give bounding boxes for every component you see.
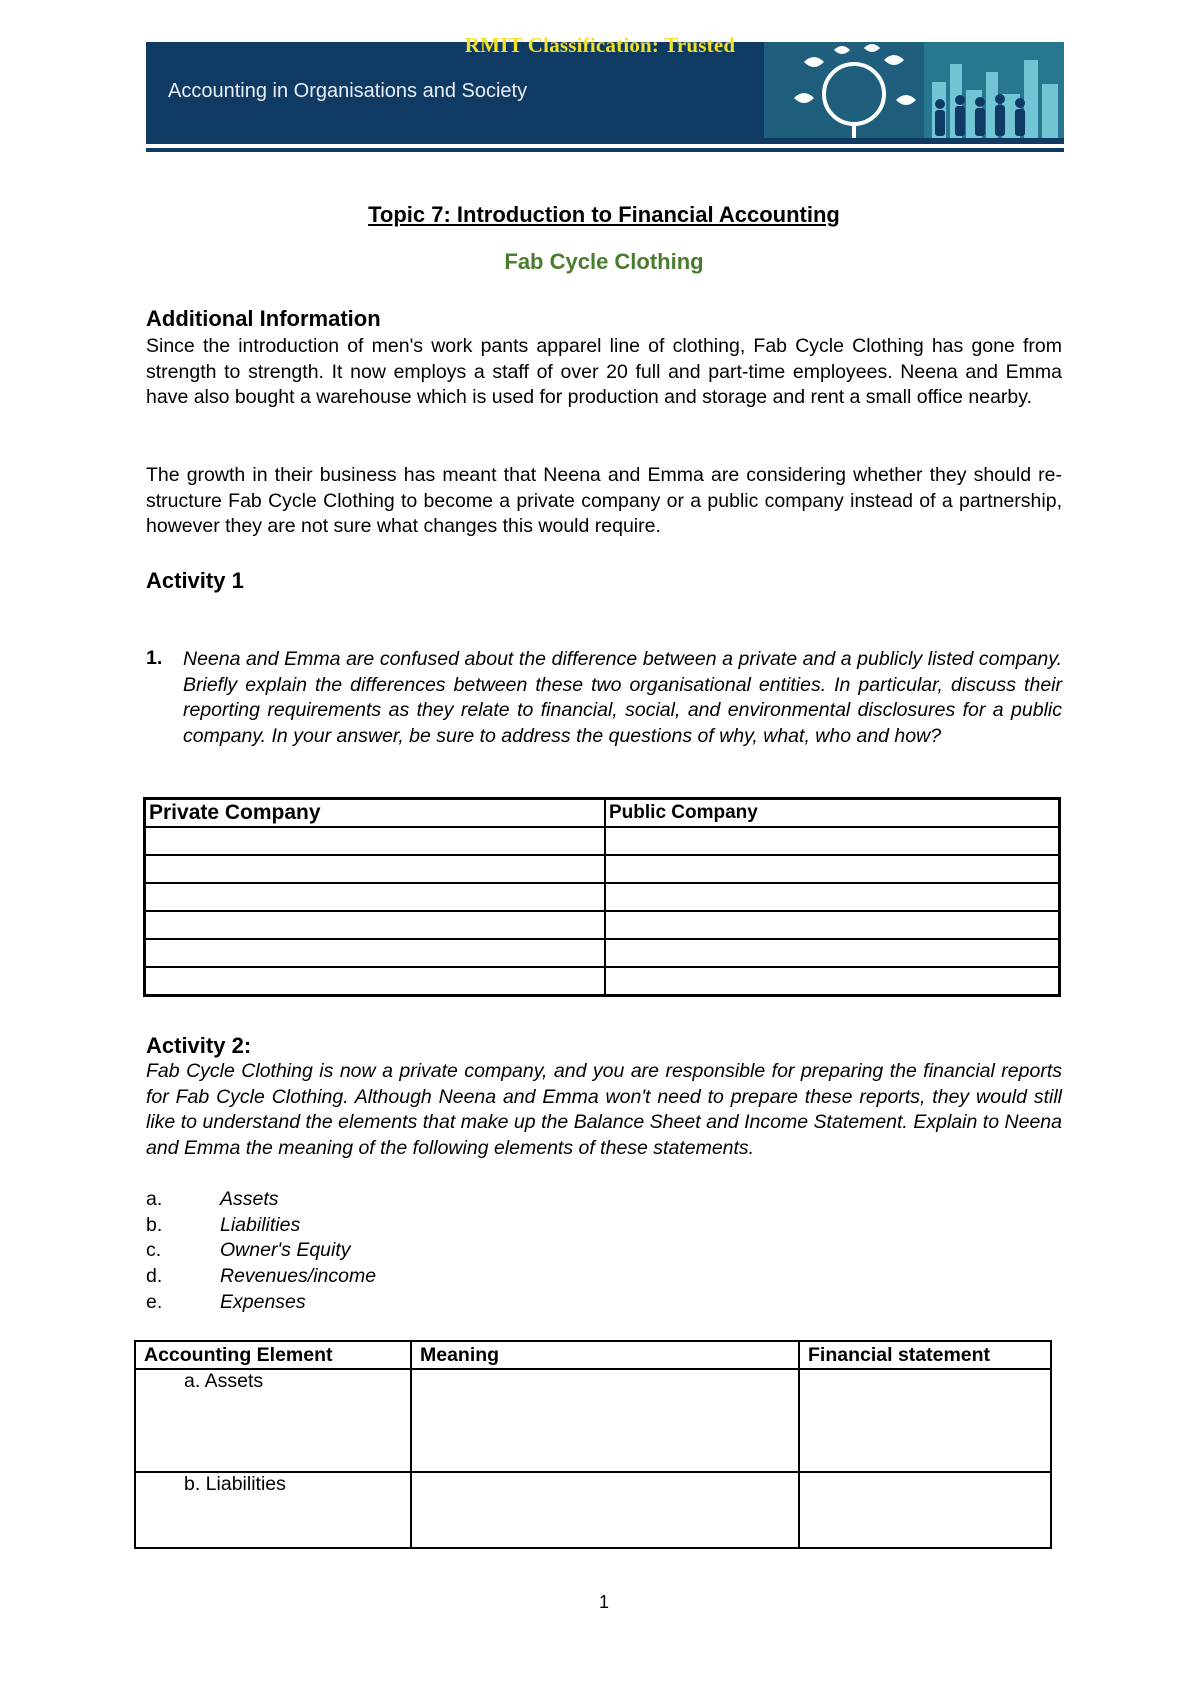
private-answer-cell[interactable] — [145, 939, 606, 967]
activity-1-question: Neena and Emma are confused about the difference between a private and a publicly listed company. Briefly explain the differences between these two organisational entities. In particular, discuss their reporting requirements as they relate to financial, social, and environmental disclosures for a public company. In your answer, be sure to address the questions of why, what, who and how? — [183, 648, 1062, 747]
table-row — [145, 827, 1060, 855]
private-company-header: Private Company — [145, 799, 606, 828]
activity-2-heading: Activity 2: — [146, 1033, 252, 1058]
additional-info-para-2: The growth in their business has meant that Neena and Emma are considering whether they should re-structure Fab Cycle Clothing to become a private company or a public company instead of a partnership, however they are not sure what changes this would require. — [146, 464, 1062, 538]
private-answer-cell[interactable] — [145, 883, 606, 911]
table-row — [135, 1472, 1051, 1548]
element-cell: b. Liabilities — [135, 1472, 411, 1548]
public-company-header: Public Company — [605, 799, 1060, 828]
table-row — [135, 1369, 1051, 1472]
financial-statement-cell[interactable] — [799, 1472, 1051, 1548]
table-row — [145, 855, 1060, 883]
public-answer-cell[interactable] — [605, 967, 1060, 996]
list-item: c. Owner's Equity — [146, 1239, 351, 1262]
private-public-table — [143, 797, 1061, 997]
list-item: e. Expenses — [146, 1290, 306, 1313]
header-divider — [146, 148, 1064, 152]
elements-list — [146, 1187, 376, 1316]
additional-info-heading: Additional Information — [146, 306, 381, 331]
table-row — [145, 939, 1060, 967]
public-answer-cell[interactable] — [605, 911, 1060, 939]
list-item: b. Liabilities — [146, 1213, 301, 1236]
accounting-element-header: Accounting Element — [135, 1341, 411, 1369]
table-row — [145, 967, 1060, 996]
activity-1-heading: Activity 1 — [146, 568, 244, 593]
course-title: Accounting in Organisations and Society — [168, 80, 528, 102]
private-answer-cell[interactable] — [145, 827, 606, 855]
meaning-cell[interactable] — [411, 1472, 799, 1548]
case-subtitle: Fab Cycle Clothing — [504, 249, 704, 274]
private-answer-cell[interactable] — [145, 855, 606, 883]
accounting-elements-table — [134, 1340, 1052, 1549]
additional-info-para-1: Since the introduction of men's work pants apparel line of clothing, Fab Cycle Clothing has gone from strength to strength. It now employs a staff of over 20 full and part-time employees. Neena and Emma have also bought a warehouse which is used for production and storage and rent a small office nearby. — [146, 335, 1062, 409]
table-row — [145, 883, 1060, 911]
meaning-cell[interactable] — [411, 1369, 799, 1472]
financial-statement-cell[interactable] — [799, 1369, 1051, 1472]
public-answer-cell[interactable] — [605, 827, 1060, 855]
activity-2-text: Fab Cycle Clothing is now a private company, and you are responsible for preparing the financial reports for Fab Cycle Clothing. Although Neena and Emma won't need to prepare these reports, they would still like to understand the elements that make up the Balance Sheet and Income Statement. Explain to Neena and Emma the meaning of the following elements of these statements. — [146, 1060, 1062, 1159]
classification-label: RMIT Classification: Trusted — [464, 33, 736, 57]
list-item: a. Assets — [146, 1188, 279, 1210]
topic-title: Topic 7: Introduction to Financial Accounting — [368, 202, 840, 227]
private-answer-cell[interactable] — [145, 967, 606, 996]
private-answer-cell[interactable] — [145, 911, 606, 939]
table-row — [145, 911, 1060, 939]
public-answer-cell[interactable] — [605, 855, 1060, 883]
financial-statement-header: Financial statement — [799, 1341, 1051, 1369]
meaning-header: Meaning — [411, 1341, 799, 1369]
public-answer-cell[interactable] — [605, 883, 1060, 911]
question-number: 1. — [146, 647, 163, 669]
page-number: 1 — [598, 1592, 609, 1612]
list-item: d. Revenues/income — [146, 1265, 377, 1288]
element-cell: a. Assets — [135, 1369, 411, 1472]
public-answer-cell[interactable] — [605, 939, 1060, 967]
